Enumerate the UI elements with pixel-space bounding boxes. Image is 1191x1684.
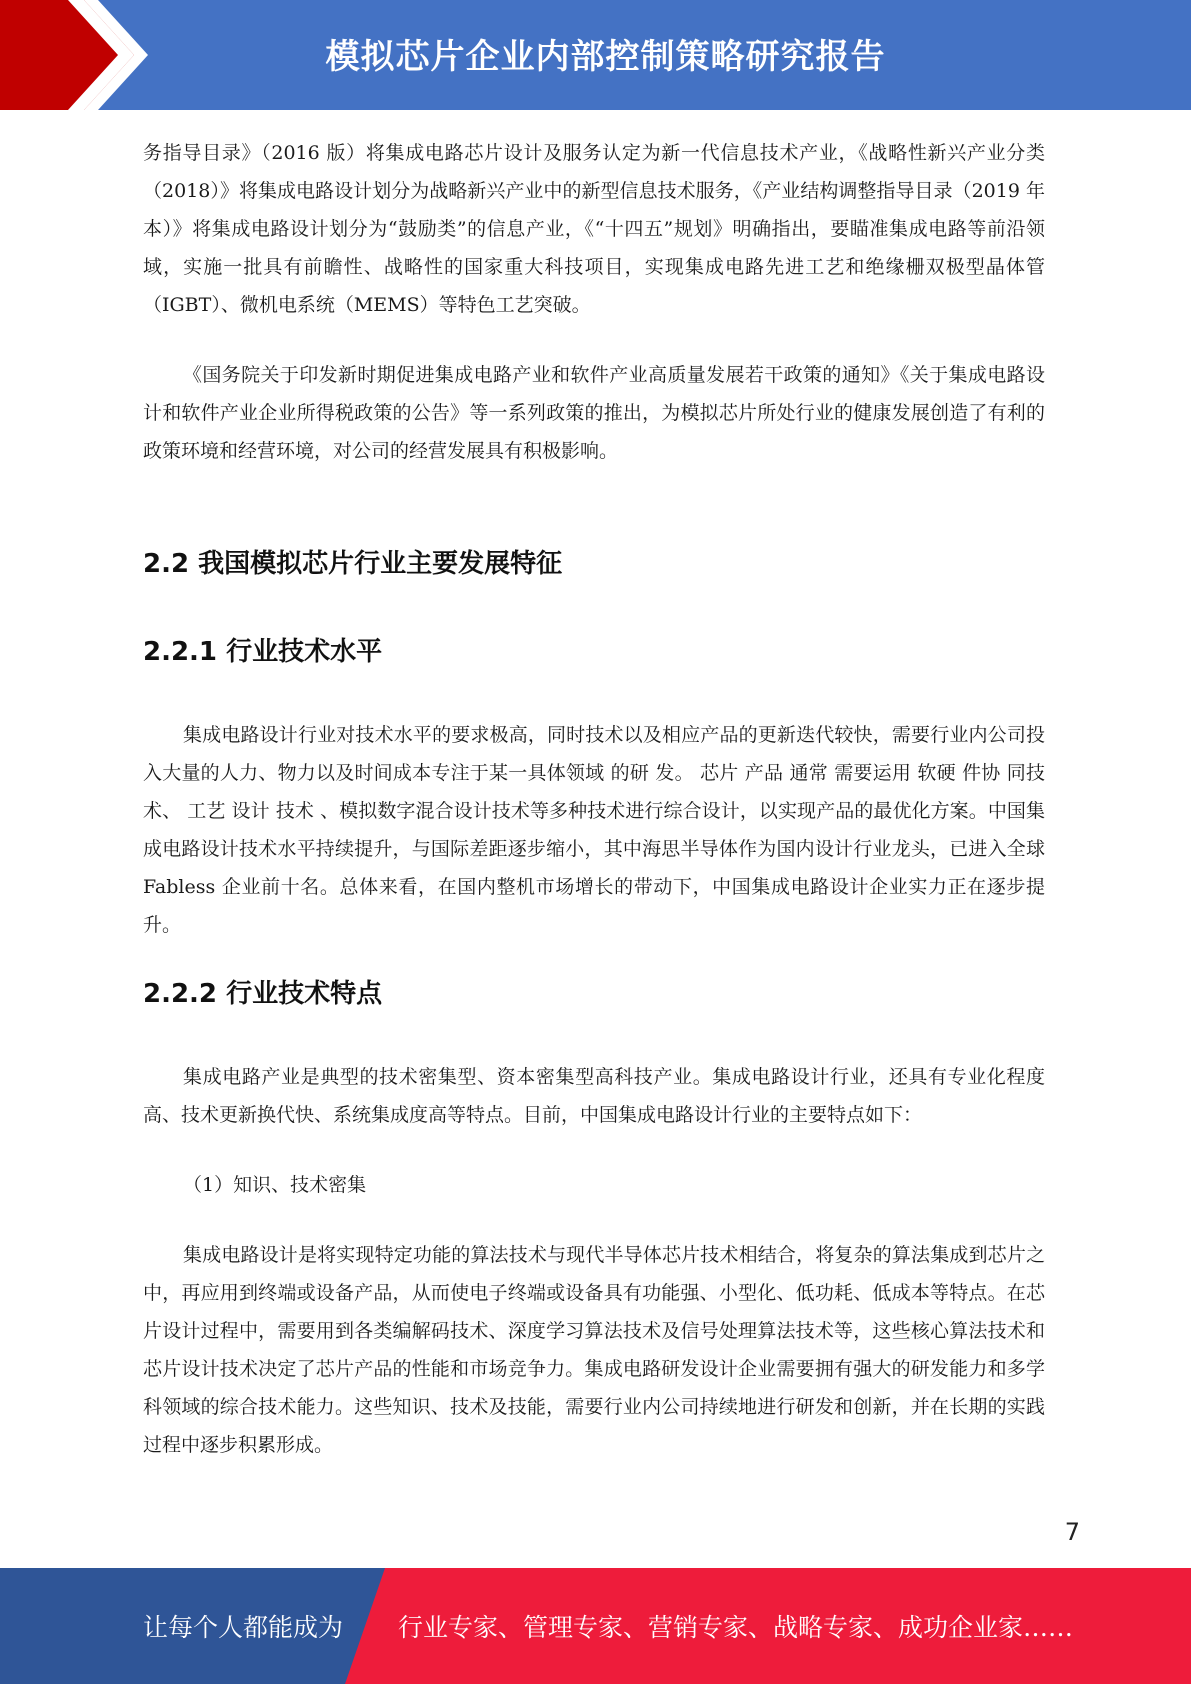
page-header bbox=[0, 0, 1191, 110]
footer-slogan-left: 让每个人都能成为 bbox=[143, 1613, 344, 1642]
paragraph-knowledge-intensive: 集成电路设计是将实现特定功能的算法技术与现代半导体芯片技术相结合，将复杂的算法集成到芯片之中，再应用到终端或设备产品，从而使电子终端或设备具有功能强、小型化、低功耗、低成本等特点。在芯片设计过程中，需要用到各类编解码技术、深度学习算法技术及信号处理算法技术等，这些核心算法技术和芯片设计技术决定了芯片产品的性能和市场竞争力。集成电路研发设计企业需要拥有强大的研发能力和多学科领域的综合技术能力。这些知识、技术及技能，需要行业内公司持续地进行研发和创新，并在长期的实践过程中逐步积累形成。 bbox=[143, 1244, 1045, 1456]
paragraph-policy-catalog: 务指导目录》（2016 版）将集成电路芯片设计及服务认定为新一代信息技术产业，《战略性新兴产业分类（2018）》将集成电路设计划分为战略新兴产业中的新型信息技术服务，《产业结构调整指导目录（2019 年本）》将集成电路设计划分为“鼓励类”的信息产业，《“十四五”规划》明确指出，要瞄准集成电路等前沿领域，实施一批具有前瞻性、战略性的国家重大科技项目，实现集成电路先进工艺和绝缘栅双极型晶体管（IGBT）、微机电系统（MEMS）等特色工艺突破。 bbox=[143, 142, 1045, 316]
paragraph-policy-notice: 《国务院关于印发新时期促进集成电路产业和软件产业高质量发展若干政策的通知》《关于集成电路设计和软件产业企业所得税政策的公告》等一系列政策的推出，为模拟芯片所处行业的健康发展创造了有利的政策环境和经营环境，对公司的经营发展具有积极影响。 bbox=[143, 364, 1045, 462]
report-title: 模拟芯片企业内部控制策略研究报告 bbox=[325, 36, 886, 77]
footer-slogan-right: 行业专家、管理专家、营销专家、战略专家、成功企业家…… bbox=[398, 1613, 1074, 1642]
section-heading-2-2-2: 2.2.2 行业技术特点 bbox=[143, 979, 383, 1009]
section-heading-2-2-1: 2.2.1 行业技术水平 bbox=[143, 637, 383, 667]
paragraph-tech-level: 集成电路设计行业对技术水平的要求极高，同时技术以及相应产品的更新迭代较快，需要行业内公司投入大量的人力、物力以及时间成本专注于某一具体领域 的研 发。 芯片 产品 通常 需要运用 软硬 件协 同技 术、 工艺 设计 技术 、模拟数字混合设计技术等多种技术进行综合设计，以实现产品的最优化方案。中国集成电路设计技术水平持续提升，与国际差距逐步缩小，其中海思半导体作为国内设计行业龙头，已进入全球 Fabless 企业前十名。总体来看，在国内整机市场增长的带动下，中国集成电路设计企业实力正在逐步提升。 bbox=[143, 724, 1045, 936]
paragraph-tech-features: 集成电路产业是典型的技术密集型、资本密集型高科技产业。集成电路设计行业，还具有专业化程度高、技术更新换代快、系统集成度高等特点。目前，中国集成电路设计行业的主要特点如下： bbox=[143, 1066, 1045, 1126]
page-number: 7 bbox=[1064, 1518, 1080, 1546]
list-item-knowledge-intensive: （1）知识、技术密集 bbox=[183, 1174, 367, 1196]
page-footer bbox=[0, 1568, 1191, 1684]
section-heading-2-2: 2.2 我国模拟芯片行业主要发展特征 bbox=[143, 549, 563, 579]
document-body bbox=[143, 134, 1045, 1464]
